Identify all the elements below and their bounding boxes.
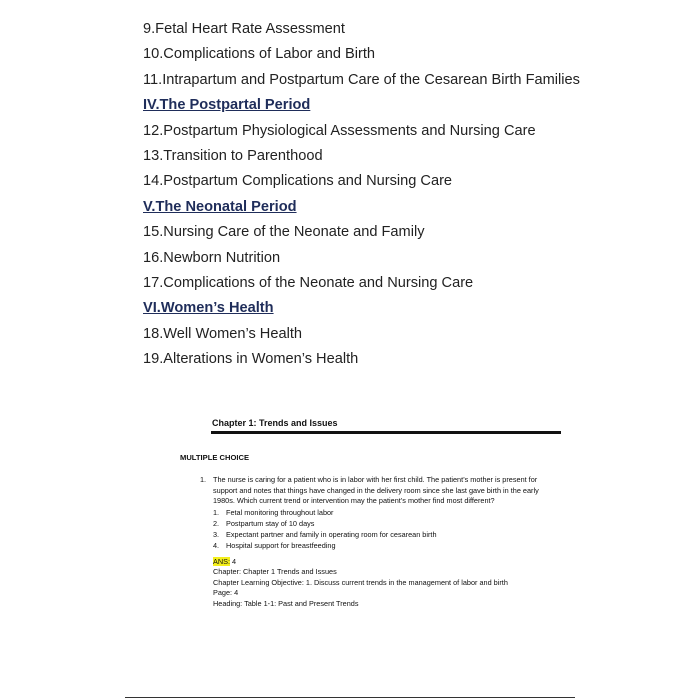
chapter-divider (211, 431, 561, 434)
answer-value: 4 (230, 556, 237, 566)
multiple-choice-heading: MULTIPLE CHOICE (180, 453, 250, 462)
toc-entry: 12.Postpartum Physiological Assessments and Nursing Care (143, 122, 536, 139)
answer-line (213, 557, 560, 568)
option-number: 1. (213, 507, 220, 517)
toc-entry: 11.Intrapartum and Postpartum Care of the Cesarean Birth Families (143, 71, 580, 88)
question-stem: The nurse is caring for a patient who is in labor with her first child. The patient’s mother is present for support and notes that things have changed in the delivery room since she last gave birth in the early 1980s. Which current trend or intervention may the patient’s mother find most different? (213, 475, 539, 506)
option-number: 3. (213, 530, 220, 540)
toc-entry: 9.Fetal Heart Rate Assessment (143, 21, 345, 37)
toc-entry: 15.Nursing Care of the Neonate and Family (143, 224, 425, 241)
question-number: 1. (200, 475, 207, 484)
chapter-title: Chapter 1: Trends and Issues (212, 418, 338, 428)
learning-objective: Chapter Learning Objective: 1. Discuss current trends in the management of labor and birth (213, 577, 508, 587)
option-number: 2. (213, 518, 220, 528)
chapter-reference: Chapter: Chapter 1 Trends and Issues (213, 567, 337, 577)
page-reference: Page: 4 (213, 588, 239, 598)
option-text: Fetal monitoring throughout labor (226, 507, 334, 517)
option-text: Hospital support for breastfeeding (226, 541, 336, 551)
toc-section-heading: V.The Neonatal Period (143, 198, 297, 215)
toc-entry: 19.Alterations in Women’s Health (143, 351, 359, 368)
toc-entry: 13.Transition to Parenthood (143, 147, 323, 164)
toc-section-heading: VI.Women’s Health (143, 300, 274, 317)
answer-label: ANS: (213, 556, 231, 566)
answer-option (213, 540, 560, 551)
answer-metadata (213, 557, 560, 610)
answer-option (213, 529, 560, 540)
toc-entry: 14.Postpartum Complications and Nursing Care (143, 173, 453, 190)
question-block (200, 475, 560, 610)
answer-option (213, 507, 560, 518)
bottom-divider (125, 697, 575, 698)
toc-section-heading: IV.The Postpartal Period (143, 97, 311, 114)
answer-option (213, 518, 560, 529)
toc-entry: 10.Complications of Labor and Birth (143, 46, 376, 63)
heading-reference: Heading: Table 1-1: Past and Present Trends (213, 598, 359, 608)
answer-options (213, 507, 560, 552)
option-text: Expectant partner and family in operating room for cesarean birth (226, 530, 437, 540)
option-text: Postpartum stay of 10 days (226, 518, 315, 528)
toc-entry: 18.Well Women’s Health (143, 325, 302, 342)
toc-entry: 16.Newborn Nutrition (143, 249, 281, 266)
table-of-contents (143, 17, 683, 372)
option-number: 4. (213, 541, 220, 551)
toc-entry: 17.Complications of the Neonate and Nursing Care (143, 274, 474, 291)
